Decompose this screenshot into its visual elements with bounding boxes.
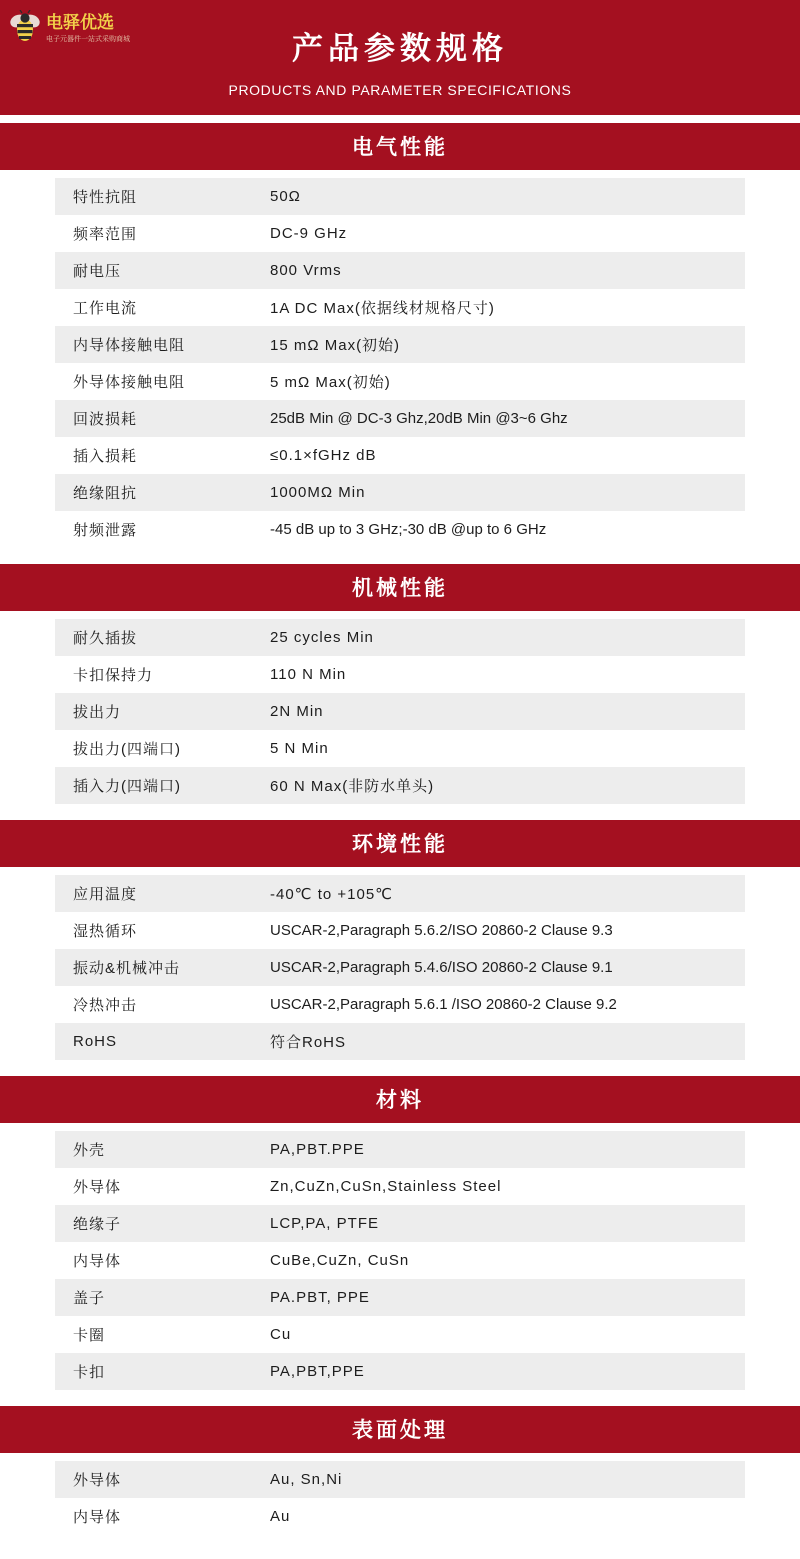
row-value: DC-9 GHz	[270, 225, 348, 242]
page-subtitle: PRODUCTS AND PARAMETER SPECIFICATIONS	[228, 82, 572, 98]
page-header	[0, 0, 800, 115]
row-label: 外壳	[73, 1142, 106, 1159]
row-value: 25dB Min @ DC-3 Ghz,20dB Min @3~6 Ghz	[270, 410, 568, 427]
row-value: 110 N Min	[270, 666, 347, 683]
table-row	[55, 474, 745, 511]
brand-tagline: 电子元器件一站式采购商城	[46, 36, 130, 43]
row-value: PA,PBT,PPE	[270, 1363, 365, 1380]
table-row	[55, 326, 745, 363]
row-label: 内导体	[73, 1253, 122, 1270]
row-label: 频率范围	[73, 226, 138, 243]
brand-name: 电驿优选	[46, 13, 114, 32]
row-label: 耐久插拔	[73, 630, 138, 647]
table-row	[55, 656, 745, 693]
row-label: 耐电压	[73, 263, 122, 280]
row-value: 60 N Max(非防水单头)	[270, 778, 435, 795]
table-row	[55, 1131, 745, 1168]
row-value: PA.PBT, PPE	[270, 1289, 370, 1306]
row-value: Au	[270, 1508, 291, 1525]
row-value: USCAR-2,Paragraph 5.4.6/ISO 20860-2 Clause 9.1	[270, 959, 613, 976]
row-value: PA,PBT.PPE	[270, 1141, 365, 1158]
spec-table-surface-treatment	[0, 1453, 800, 1541]
row-label: 湿热循环	[73, 923, 138, 940]
table-row	[55, 511, 745, 548]
row-value: 5 N Min	[270, 740, 329, 757]
row-value: -40℃ to +105℃	[270, 885, 394, 903]
row-label: 卡扣保持力	[73, 667, 154, 684]
bee-icon	[8, 10, 42, 48]
row-value: 5 mΩ Max(初始)	[270, 374, 391, 391]
table-row	[55, 730, 745, 767]
spec-table-material	[0, 1123, 800, 1396]
section-title-surface-treatment: 表面处理	[0, 1406, 800, 1453]
spec-table-environmental	[0, 867, 800, 1066]
table-row	[55, 1461, 745, 1498]
table-row	[55, 400, 745, 437]
row-label: 特性抗阻	[73, 189, 138, 206]
table-row	[55, 363, 745, 400]
section-title-environmental: 环境性能	[0, 820, 800, 867]
row-label: 拔出力	[73, 704, 122, 721]
row-value: 2N Min	[270, 703, 324, 720]
table-row	[55, 693, 745, 730]
table-row	[55, 215, 745, 252]
row-value: CuBe,CuZn, CuSn	[270, 1252, 410, 1269]
row-value: -45 dB up to 3 GHz;-30 dB @up to 6 GHz	[270, 521, 547, 538]
row-label: 工作电流	[73, 300, 138, 317]
row-value: 1000MΩ Min	[270, 484, 366, 501]
table-row	[55, 1316, 745, 1353]
row-label: 应用温度	[73, 886, 138, 903]
row-value: 15 mΩ Max(初始)	[270, 337, 401, 354]
table-row	[55, 437, 745, 474]
row-value: LCP,PA, PTFE	[270, 1215, 379, 1232]
row-value: 50Ω	[270, 188, 301, 205]
row-label: 盖子	[73, 1290, 106, 1307]
row-label: RoHS	[73, 1033, 118, 1050]
row-value: 符合RoHS	[270, 1034, 347, 1051]
table-row	[55, 619, 745, 656]
table-row	[55, 1168, 745, 1205]
page-title: 产品参数规格	[292, 31, 508, 66]
table-row	[55, 1205, 745, 1242]
row-value: ≤0.1×fGHz dB	[270, 447, 377, 464]
row-value: Zn,CuZn,CuSn,Stainless Steel	[270, 1178, 502, 1195]
row-label: 振动&机械冲击	[73, 960, 181, 977]
table-row	[55, 289, 745, 326]
row-value: USCAR-2,Paragraph 5.6.1 /ISO 20860-2 Clause 9.2	[270, 996, 617, 1013]
row-label: 插入力(四端口)	[73, 778, 181, 795]
brand-logo	[8, 10, 130, 48]
table-row	[55, 1498, 745, 1535]
row-value: 800 Vrms	[270, 262, 342, 279]
row-label: 内导体	[73, 1509, 122, 1526]
row-value: 25 cycles Min	[270, 629, 374, 646]
table-row	[55, 1242, 745, 1279]
table-row	[55, 875, 745, 912]
row-label: 卡扣	[73, 1364, 106, 1381]
section-title-mechanical: 机械性能	[0, 564, 800, 611]
page-bottom-spacer	[0, 1541, 800, 1559]
row-label: 射频泄露	[73, 522, 138, 539]
row-value: USCAR-2,Paragraph 5.6.2/ISO 20860-2 Clause 9.3	[270, 922, 613, 939]
section-title-material: 材料	[0, 1076, 800, 1123]
row-label: 绝缘阻抗	[73, 485, 138, 502]
table-row	[55, 986, 745, 1023]
row-label: 绝缘子	[73, 1216, 122, 1233]
table-row	[55, 767, 745, 804]
table-row	[55, 1279, 745, 1316]
table-row	[55, 178, 745, 215]
row-value: 1A DC Max(依据线材规格尺寸)	[270, 300, 495, 317]
table-row	[55, 1353, 745, 1390]
row-label: 外导体接触电阻	[73, 374, 186, 391]
row-label: 回波损耗	[73, 411, 138, 428]
row-label: 外导体	[73, 1472, 122, 1489]
row-value: Au, Sn,Ni	[270, 1471, 343, 1488]
row-label: 拔出力(四端口)	[73, 741, 181, 758]
row-label: 内导体接触电阻	[73, 337, 186, 354]
section-title-electrical: 电气性能	[0, 123, 800, 170]
table-row	[55, 949, 745, 986]
spec-table-electrical	[0, 170, 800, 554]
table-row	[55, 912, 745, 949]
row-label: 卡圈	[73, 1327, 106, 1344]
row-value: Cu	[270, 1326, 292, 1343]
row-label: 外导体	[73, 1179, 122, 1196]
row-label: 冷热冲击	[73, 997, 138, 1014]
table-row	[55, 1023, 745, 1060]
spec-table-mechanical	[0, 611, 800, 810]
table-row	[55, 252, 745, 289]
row-label: 插入损耗	[73, 448, 138, 465]
